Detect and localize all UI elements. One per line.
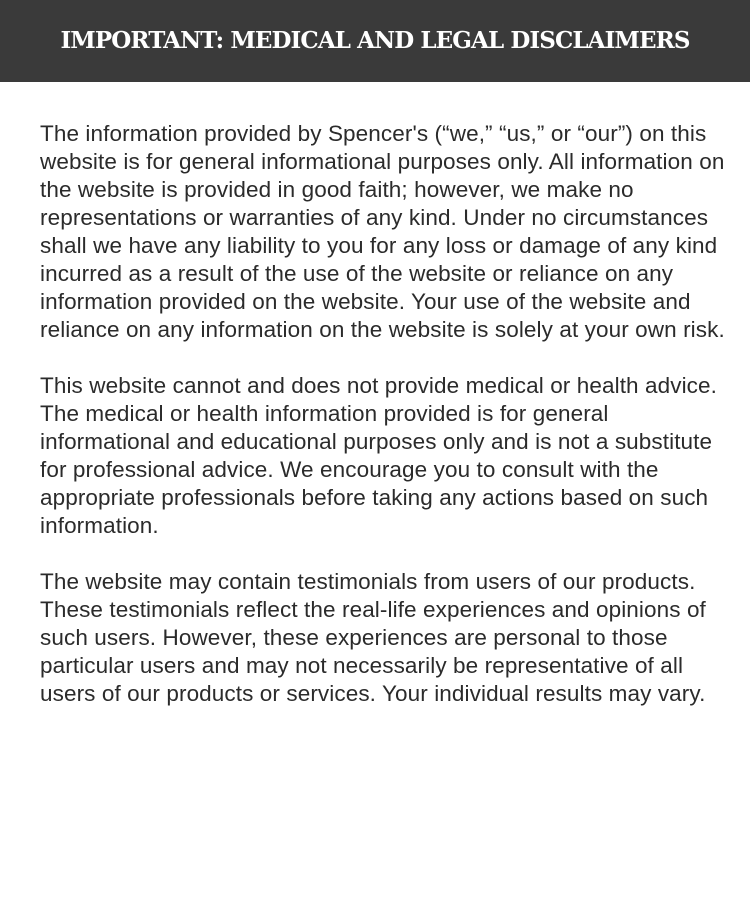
legal-disclaimer-paragraph: The information provided by Spencer's (“we,” “us,” or “our”) on this website is for general informational purposes only. All information on the website is provided in good faith; however, we make no representations or warranties of any kind. Under no circumstances shall we have any liability to you for any loss or damage of any kind incurred as a result of the use of the website or reliance on any information provided on the website. Your use of the website and reliance on any information on the website is solely at your own risk. <box>40 121 725 342</box>
medical-disclaimer-paragraph: This website cannot and does not provide medical or health advice. The medical or health information provided is for general informational and educational purposes only and is not a substitute for professional advice. We encourage you to consult with the appropriate professionals before taking any actions based on such information. <box>40 373 717 538</box>
testimonials-disclaimer-paragraph: The website may contain testimonials from users of our products. These testimonials reflect the real-life experiences and opinions of such users. However, these experiences are personal to those particular users and may not necessarily be representative of all users of our products or services. Your individual results may vary. <box>40 569 706 706</box>
disclaimer-content <box>40 120 730 736</box>
header-bar <box>0 0 750 82</box>
page-title: IMPORTANT: MEDICAL AND LEGAL DISCLAIMERS <box>60 26 690 54</box>
